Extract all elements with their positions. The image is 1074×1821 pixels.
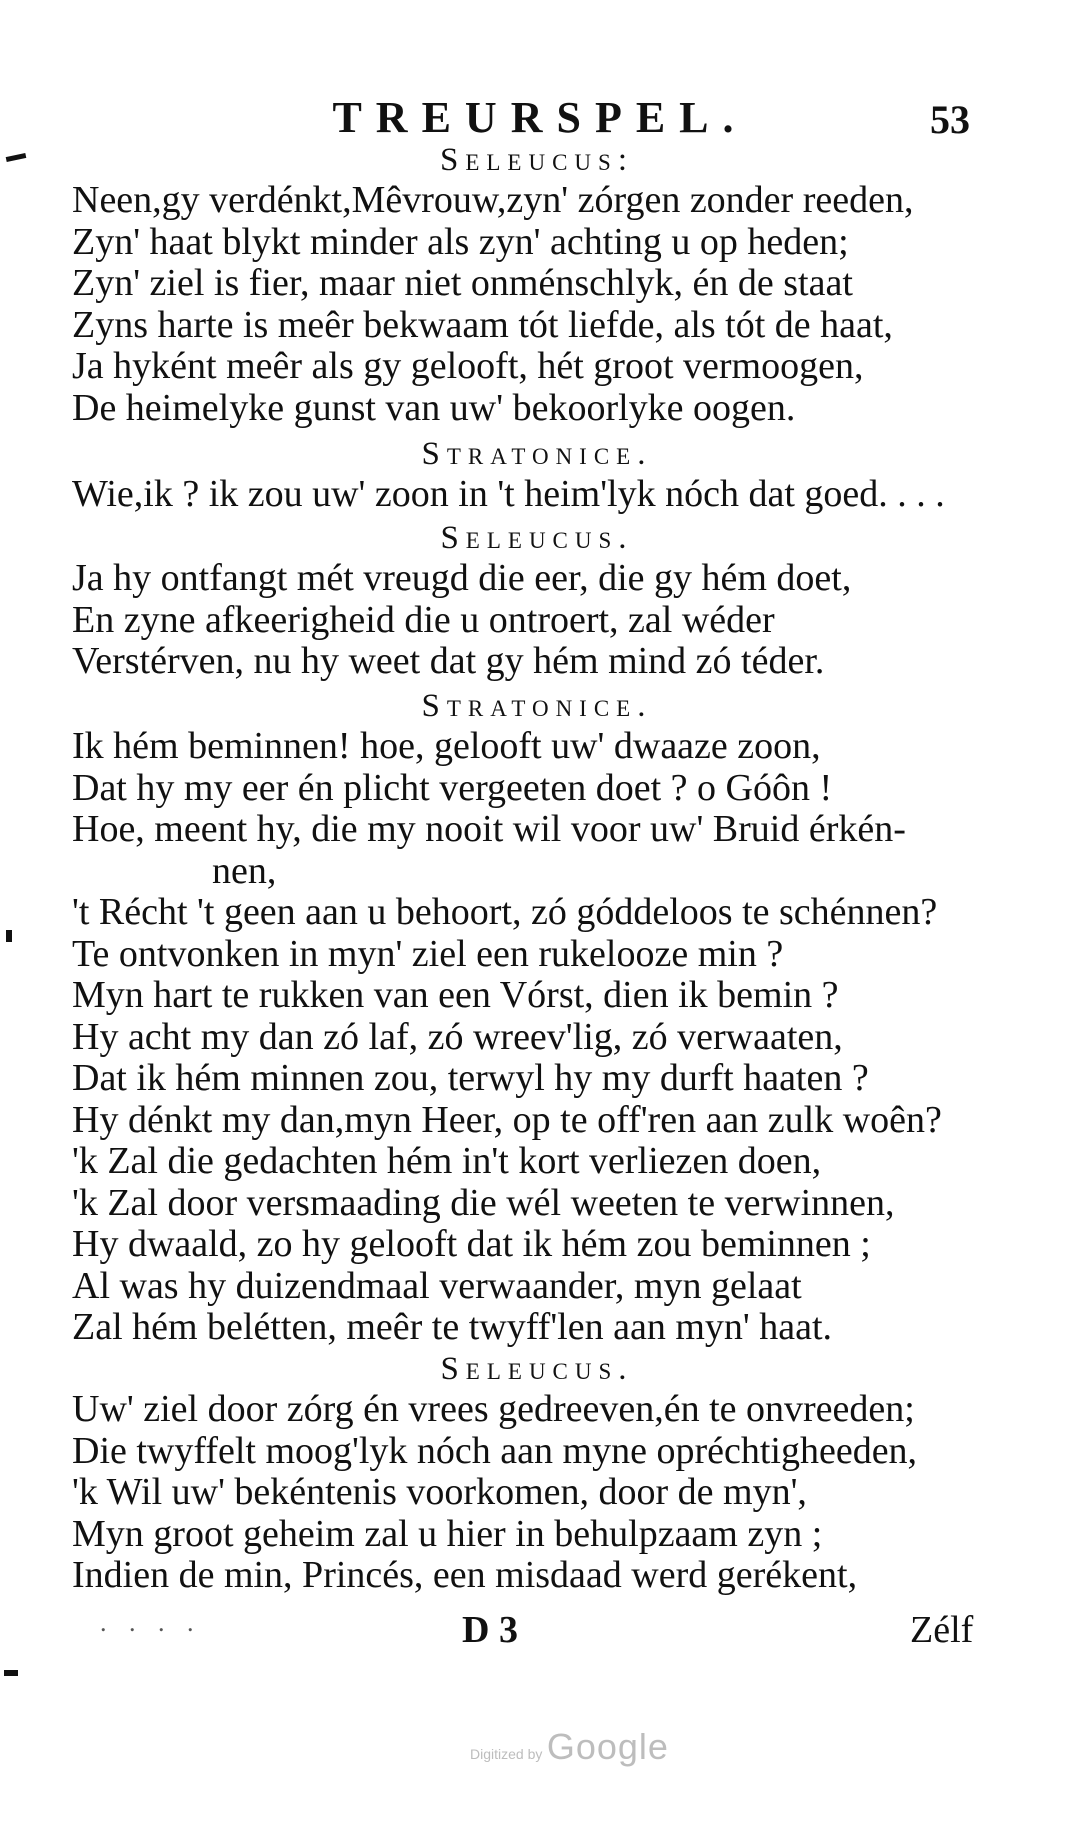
verse-line: Ik hém beminnen! hoe, gelooft uw' dwaaze zoon,: [72, 725, 821, 767]
signature-mark: D 3: [462, 1609, 518, 1651]
verse-line: Dat ik hém minnen zou, terwyl hy my durft haaten ?: [72, 1057, 869, 1099]
speech-block-stratonice-1: [72, 434, 1002, 516]
margin-ink-mark: [4, 1670, 18, 1676]
verse-line: Wie,ik ? ik zou uw' zoon in 't heim'lyk nóch dat goed. . . .: [72, 473, 945, 515]
speech-block-seleucus-2: [72, 518, 1002, 683]
watermark-prefix: Digitized by: [470, 1746, 543, 1762]
page-number: 53: [930, 97, 970, 142]
verse-line: En zyne afkeerigheid die u ontroert, zal wéder: [72, 598, 775, 641]
verse-line: 'k Wil uw' bekéntenis voorkomen, door de myn',: [72, 1471, 807, 1513]
verse-line: Zyn' haat blykt minder als zyn' achting u op heden;: [72, 220, 849, 263]
running-title: TREURSPEL.: [332, 93, 748, 142]
verse-line: Hy dénkt my dan,myn Heer, op te off'ren aan zulk woên?: [72, 1098, 942, 1141]
verse-line: 'k Zal door versmaading die wél weeten te verwinnen,: [72, 1181, 895, 1224]
verse-line: Hoe, meent hy, die my nooit wil voor uw' Bruid érkén-: [72, 808, 906, 850]
stray-dots: . . . .: [100, 1608, 202, 1637]
speaker-name: Seleucus:: [439, 142, 635, 178]
verse-line: Ja hy ontfangt mét vreugd die eer, die gy hém doet,: [72, 557, 852, 599]
verse-line: Indien de min, Princés, een misdaad werd gerékent,: [72, 1554, 858, 1596]
verse-line: Te ontvonken in myn' ziel een rukelooze min ?: [72, 932, 784, 975]
verse-line: Neen,gy verdénkt,Mêvrouw,zyn' zórgen zonder reeden,: [72, 179, 914, 221]
verse-line: Zal hém belétten, meêr te twyff'len aan myn' haat.: [72, 1306, 833, 1348]
digitization-watermark: [470, 1726, 669, 1768]
verse-line: 'k Zal die gedachten hém in't kort verliezen doen,: [72, 1140, 822, 1182]
verse-line: Zyn' ziel is fier, maar niet onménschlyk, én de staat: [72, 262, 853, 304]
verse-line: Ja hyként meêr als gy gelooft, hét groot vermoogen,: [72, 345, 864, 387]
verse-line: Myn hart te rukken van een Vórst, dien ik bemin ?: [72, 974, 839, 1016]
verse-line: Al was hy duizendmaal verwaander, myn gelaat: [72, 1264, 802, 1307]
speech-block-stratonice-2: [72, 686, 1002, 1349]
verse-line-continuation: nen,: [212, 849, 277, 892]
speech-block-seleucus-3: [72, 1349, 1002, 1597]
speech-block-seleucus-1: [72, 140, 1002, 429]
verse-line: Verstérven, nu hy weet dat gy hém mind zó téder.: [72, 640, 825, 682]
verse-line: Dat hy my eer én plicht vergeeten doet ? o Góôn !: [72, 766, 833, 809]
speaker-name: Seleucus.: [440, 1351, 634, 1387]
speaker-name: Stratonice.: [421, 436, 653, 472]
catchword: Zélf: [910, 1609, 974, 1651]
margin-ink-mark: [6, 930, 12, 942]
verse-line: Uw' ziel door zórg én vrees gedreeven,én te onvreeden;: [72, 1388, 915, 1430]
verse-line: 't Récht 't geen aan u behoort, zó góddeloos te schénnen?: [72, 891, 938, 933]
margin-ink-mark: [6, 153, 27, 162]
verse-line: Zyns harte is meêr bekwaam tót liefde, als tót de haat,: [72, 303, 893, 346]
speaker-name: Seleucus.: [440, 520, 634, 556]
verse-line: De heimelyke gunst van uw' bekoorlyke oogen.: [72, 386, 796, 429]
speaker-name: Stratonice.: [421, 688, 653, 724]
verse-line: Die twyffelt moog'lyk nóch aan myne opréchtigheeden,: [72, 1429, 918, 1472]
verse-line: Hy acht my dan zó laf, zó wreev'lig, zó verwaaten,: [72, 1015, 843, 1058]
google-logo: Google: [546, 1726, 669, 1767]
verse-line: Hy dwaald, zo hy gelooft dat ik hém zou beminnen ;: [72, 1223, 871, 1265]
verse-line: Myn groot geheim zal u hier in behulpzaam zyn ;: [72, 1512, 823, 1555]
